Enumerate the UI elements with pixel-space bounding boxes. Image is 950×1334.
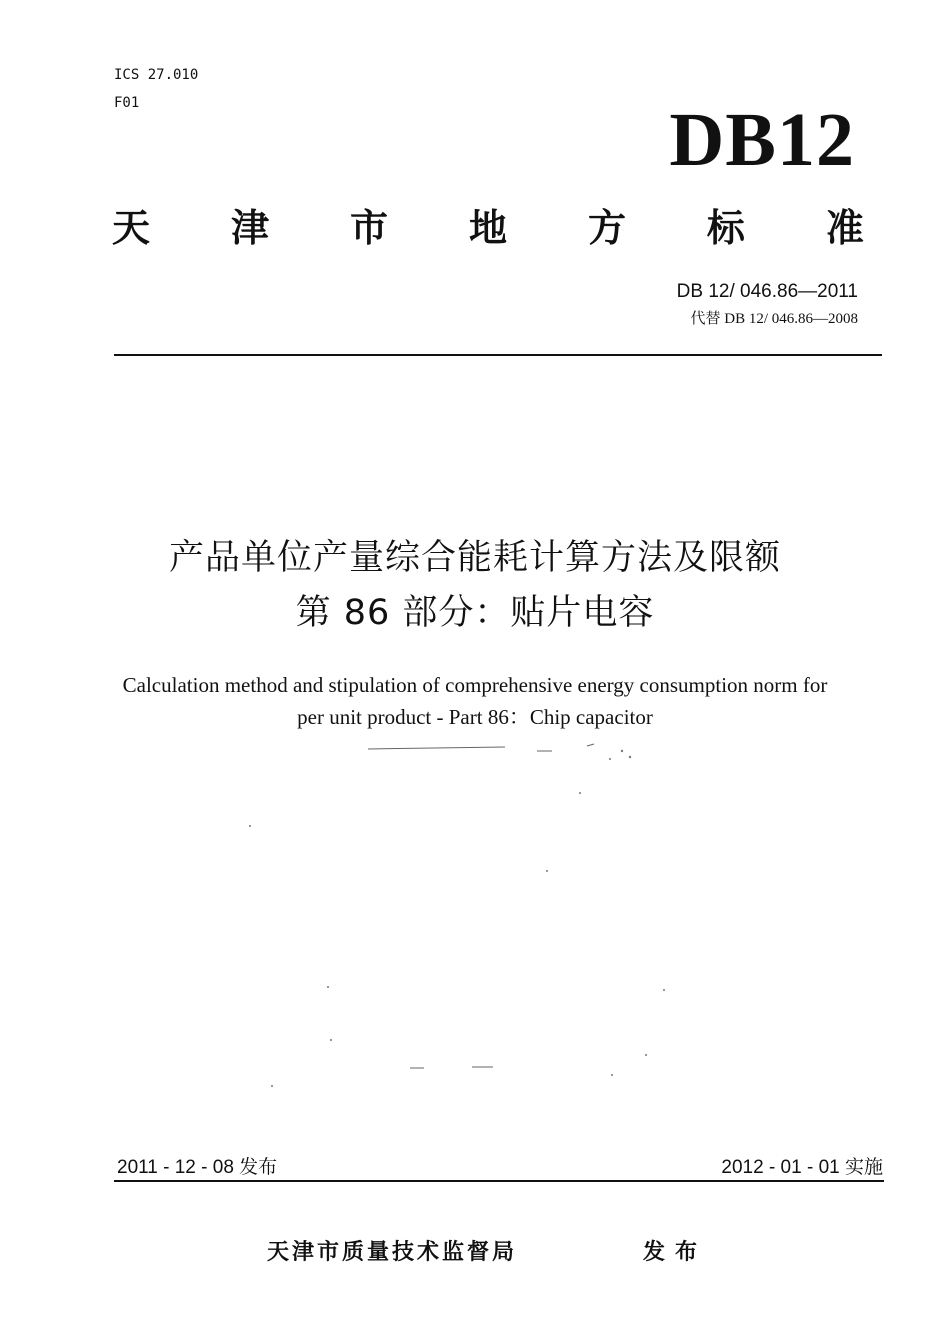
standard-type-char: 津	[230, 206, 269, 250]
implementation-date: 2012 - 01 - 01 实施	[721, 1157, 883, 1178]
issue-date: 2011 - 12 - 08 发布	[117, 1157, 278, 1178]
english-title-line-2: per unit product - Part 86：Chip capacitor	[297, 705, 653, 729]
standard-type-heading	[112, 204, 864, 252]
standard-code-logo: DB12	[669, 98, 855, 182]
ccs-code: F01	[114, 95, 140, 111]
publish-label: 发布	[643, 1240, 708, 1265]
header-divider	[114, 354, 882, 356]
chinese-title-line-1: 产品单位产量综合能耗计算方法及限额	[168, 538, 781, 578]
standard-type-char: 标	[706, 206, 745, 250]
standard-type-char: 市	[349, 206, 388, 250]
publisher-name: 天津市质量技术监督局	[267, 1240, 518, 1265]
standard-type-char: 准	[825, 206, 864, 250]
standard-type-char: 地	[468, 206, 507, 250]
footer-divider	[114, 1180, 884, 1182]
ics-code: ICS 27.010	[114, 67, 199, 83]
standard-type-char: 方	[587, 206, 626, 250]
replaces-standard: 代替 DB 12/ 046.86—2008	[690, 311, 858, 327]
english-title-line-1: Calculation method and stipulation of comprehensive energy consumption norm for	[122, 673, 828, 697]
standard-number: DB 12/ 046.86—2011	[676, 281, 858, 302]
chinese-title-line-2: 第 86 部分：贴片电容	[295, 593, 655, 633]
standard-type-char: 天	[112, 206, 151, 250]
